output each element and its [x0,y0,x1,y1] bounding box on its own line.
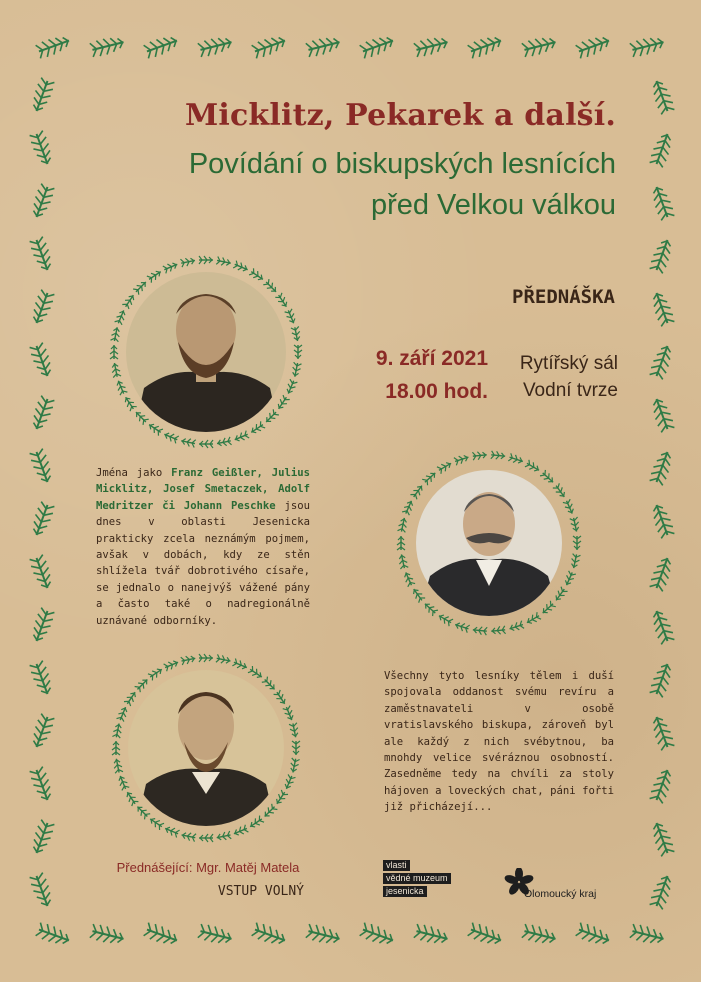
fir-branch-icon [649,343,675,379]
wreath-sprig-icon [398,554,409,569]
fir-branch-icon [467,922,503,948]
wreath-sprig-icon [216,257,231,268]
wreath-sprig-icon [181,831,196,842]
subtitle-line-1: Povídání o biskupských lesnících [188,148,616,180]
fir-branch-icon [90,923,126,947]
description-paragraph: Všechny tyto lesníky tělem i duší spojovala oddanost svému revíru a zaměstnavateli v osobě vratislavského biskupa, zároveň byl ale každý z nich svébytnou, ba mnohdy velice svéráznou osobností. Zasedněme tedy na chvíli za stoly hájoven a loveckých chat, páni fořti již přicházejí... [384,670,614,814]
fir-branch-icon [35,33,71,59]
fir-branch-icon [649,502,675,538]
event-venue [498,350,618,404]
fir-branch-icon [414,923,450,947]
fir-branch-icon [522,923,558,947]
fir-branch-icon [649,714,675,750]
fir-branch-icon [359,33,395,59]
fir-branch-icon [649,290,675,326]
fir-branch-icon [649,820,675,856]
wreath-sprig-icon [454,621,470,633]
forester-names: Franz Geißler, Julius Micklitz, Josef Smetaczek, Adolf Medritzer či Johann Peschke [96,467,310,512]
wreath-sprig-icon [472,451,487,460]
fir-branch-icon [143,922,179,948]
intro-text-end: jsou dnes v oblasti Jesenicka prakticky zcela neznámým pojmem, avšak v dobách, kdy ze stěn shlížela tvář dobrotivého císaře, se jednalo o nanejvýš vážené pány a často také o nadregionálně uznávané odborníky. [96,499,310,627]
fir-branch-icon [29,130,55,166]
wreath-sprig-icon [508,453,524,465]
museum-logo [383,860,479,899]
fir-branch-icon [29,236,55,272]
wreath-sprig-icon [216,831,231,842]
fir-branch-icon [251,33,287,59]
wreath-sprig-icon [112,741,120,755]
intro-text-start: Jména jako [96,467,172,479]
wreath-sprig-icon [291,326,302,341]
wreath-sprig-icon [397,536,405,550]
wreath-sprig-icon [491,451,506,460]
fir-branch-icon [29,395,55,431]
fir-branch-icon [630,923,666,947]
fir-branch-icon [649,131,675,167]
wreath-sprig-icon [563,499,576,515]
museum-logo-line-2: vědné muzeum [383,873,451,884]
fir-branch-icon [414,34,450,58]
wreath-sprig-icon [570,554,581,569]
venue-line-1: Rytířský sál [519,353,618,374]
fir-branch-icon [649,767,675,803]
fir-branch-icon [29,554,55,590]
event-title: Micklitz, Pekarek a další. [184,98,616,133]
venue-line-2: Vodní tvrze [522,380,618,401]
fir-branch-icon [198,923,234,947]
wreath-sprig-icon [181,654,196,665]
subtitle-line-2: před Velkou válkou [370,189,616,221]
fir-branch-icon [29,183,55,219]
event-subtitle [80,144,616,226]
fir-branch-icon [29,766,55,802]
wreath-sprig-icon [491,626,506,635]
wreath-sprig-icon [472,626,487,635]
wreath-sprig-icon [112,758,123,773]
wreath-sprig-icon [563,571,576,587]
fir-branch-icon [649,449,675,485]
fir-branch-icon [522,34,558,58]
wreath-sprig-icon [289,758,300,773]
wreath-sprig-icon [180,257,195,268]
fir-branch-icon [29,713,55,749]
fir-branch-icon [306,923,342,947]
wreath-sprig-icon [508,621,524,633]
fir-branch-icon [630,34,666,58]
fir-branch-icon [29,77,55,113]
fir-branch-icon [251,922,287,948]
fir-branch-icon [649,555,675,591]
fir-branch-icon [649,661,675,697]
fir-branch-icon [90,34,126,58]
wreath-sprig-icon [573,536,581,550]
fir-branch-icon [35,922,71,948]
wreath-sprig-icon [199,834,213,842]
portrait-bottom-left [126,668,286,828]
fir-branch-icon [649,873,675,909]
region-logo-text: Olomoucký kraj [524,888,597,900]
event-time: 18.00 hod. [385,380,488,403]
wreath-sprig-icon [216,437,231,448]
lecturer-name: Přednášející: Mgr. Matěj Matela [116,860,300,875]
fir-branch-icon [29,872,55,908]
wreath-sprig-icon [110,345,118,359]
portrait-top-left [124,270,288,434]
fir-branch-icon [649,237,675,273]
wreath-sprig-icon [199,654,213,662]
wreath-sprig-icon [454,453,470,465]
wreath-sprig-icon [292,741,300,755]
portrait-right [414,468,564,618]
fir-branch-icon [575,33,611,59]
wreath-sprig-icon [216,654,231,665]
wreath-sprig-icon [398,517,409,532]
fir-branch-icon [649,184,675,220]
fir-branch-icon [467,33,503,59]
fir-branch-icon [29,342,55,378]
fir-branch-icon [143,33,179,59]
fir-branch-icon [29,448,55,484]
fir-branch-icon [649,608,675,644]
fir-branch-icon [359,922,395,948]
wreath-sprig-icon [111,326,122,341]
fir-branch-icon [29,501,55,537]
wreath-sprig-icon [112,723,123,738]
wreath-sprig-icon [199,440,213,448]
fir-branch-icon [29,660,55,696]
fir-branch-icon [29,819,55,855]
event-type-label: PŘEDNÁŠKA [512,286,615,308]
fir-branch-icon [649,396,675,432]
region-logo [504,866,624,906]
museum-logo-line-1: vlasti [383,860,410,871]
wreath-sprig-icon [199,256,213,264]
entry-info: VSTUP VOLNÝ [217,884,304,899]
fir-branch-icon [29,607,55,643]
fir-branch-icon [29,289,55,325]
wreath-sprig-icon [289,723,300,738]
fir-branch-icon [306,34,342,58]
intro-paragraph [96,465,310,629]
event-date: 9. září 2021 [375,347,488,370]
fir-branch-icon [649,78,675,114]
wreath-sprig-icon [180,437,195,448]
fir-branch-icon [198,34,234,58]
wreath-sprig-icon [570,517,581,532]
fir-branch-icon [575,922,611,948]
museum-logo-line-3: jesenicka [383,886,427,897]
event-datetime [300,342,488,408]
wreath-sprig-icon [111,362,122,377]
